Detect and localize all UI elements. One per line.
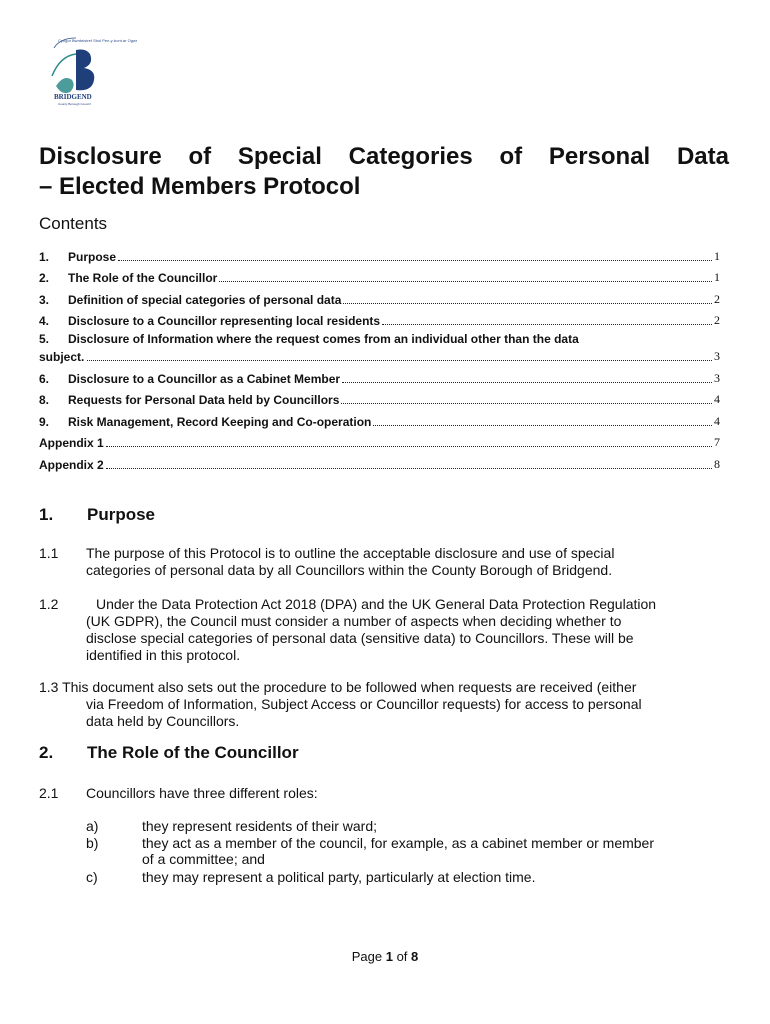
section-number: 1. [39, 505, 54, 524]
section-number: 2. [39, 743, 54, 762]
toc-entry-risk-management[interactable] [39, 407, 720, 429]
paragraph-line: categories of personal data by all Councillors within the County Borough of Bridgend. [86, 562, 613, 578]
toc-leader [373, 424, 712, 426]
toc-page: 3 [714, 349, 720, 363]
section-title: Purpose [87, 505, 156, 524]
bridgend-logo-mark [46, 36, 138, 106]
toc-label: The Role of the Councillor [68, 271, 218, 285]
paragraph-line: identified in this protocol. [86, 647, 241, 663]
toc-label: Risk Management, Record Keeping and Co-operation [68, 414, 372, 429]
toc-number: 6. [39, 371, 50, 386]
toc-entry-appendix-1[interactable] [39, 429, 720, 451]
toc-page: 8 [714, 456, 720, 471]
paragraph-1-2 [39, 596, 729, 666]
toc-leader [118, 259, 712, 261]
toc-leader [342, 381, 712, 383]
logo-wordmark: BRIDGEND [54, 93, 92, 101]
toc-leader [106, 445, 712, 447]
list-text: they act as a member of the council, for example, as a cabinet member or member [142, 835, 655, 851]
paragraph-line: The purpose of this Protocol is to outline the acceptable disclosure and use of special [86, 545, 615, 561]
toc-page: 4 [714, 413, 720, 428]
title-line-1: Disclosure of Special Categories of Personal Data [39, 143, 729, 170]
toc-number: 9. [39, 414, 50, 429]
logo-arc-text: Cyngor Bwrdeistref Sirol Pen-y-bont ar Ogwr [58, 38, 138, 43]
toc-page: 7 [714, 435, 720, 449]
list-item [86, 818, 726, 836]
paragraph-1-3 [39, 679, 729, 733]
toc-label: Definition of special categories of personal data [68, 292, 342, 307]
paragraph-line: disclose special categories of personal data (sensitive data) to Councillors. These will be [86, 630, 634, 646]
paragraph-number: 1.1 [39, 545, 59, 561]
toc-entry-appendix-2[interactable] [39, 450, 720, 472]
toc-label: Appendix 2 [39, 457, 104, 472]
paragraph-1-1 [39, 545, 729, 581]
paragraph-number: 2.1 [39, 785, 59, 801]
list-label: b) [86, 835, 99, 851]
toc-label: Appendix 1 [39, 436, 104, 450]
toc-leader [219, 280, 712, 282]
list-item [86, 835, 726, 869]
toc-label: Disclosure of Information where the request comes from an individual other than the data [68, 332, 579, 346]
paragraph-line: via Freedom of Information, Subject Access or Councillor requests) for access to personal [86, 696, 642, 712]
title-line-2: – Elected Members Protocol [39, 173, 361, 200]
section-title: The Role of the Councillor [87, 743, 299, 762]
section-heading-role [39, 743, 299, 763]
list-label: a) [86, 818, 99, 834]
toc-leader [87, 359, 712, 361]
logo-subtext: County Borough Council [58, 102, 91, 106]
toc-number: 8. [39, 393, 50, 407]
footer-current-page: 1 [385, 949, 393, 964]
toc-page: 2 [714, 291, 720, 306]
footer-page-word: Page [351, 949, 383, 964]
toc-entry-cabinet-member[interactable] [39, 364, 720, 386]
paragraph-number: 1.2 [39, 596, 59, 612]
toc-number: 4. [39, 314, 50, 328]
toc-page: 1 [714, 248, 720, 263]
toc-page: 2 [714, 313, 720, 327]
list-text-continued: of a committee; and [142, 851, 265, 867]
toc-entry-requests[interactable] [39, 386, 720, 408]
toc-leader [341, 402, 712, 404]
toc-page: 1 [714, 270, 720, 284]
list-text: they may represent a political party, particularly at election time. [142, 869, 536, 885]
table-of-contents [39, 242, 720, 472]
footer-total-pages: 8 [411, 949, 419, 964]
toc-number: 1. [39, 249, 50, 264]
toc-label: Requests for Personal Data held by Councillors [68, 393, 340, 407]
section-heading-purpose [39, 505, 155, 525]
toc-leader [343, 302, 712, 304]
contents-heading: Contents [39, 214, 108, 233]
document-title [39, 142, 729, 202]
toc-entry-purpose[interactable] [39, 242, 720, 264]
toc-leader [382, 323, 712, 325]
toc-leader [106, 467, 712, 469]
toc-label: Disclosure to a Councillor representing local residents [68, 314, 381, 328]
paragraph-line: data held by Councillors. [86, 713, 240, 729]
toc-label: Purpose [68, 249, 117, 264]
toc-number: 2. [39, 271, 50, 285]
toc-page: 3 [714, 370, 720, 385]
toc-page: 4 [714, 392, 720, 406]
toc-number: 5. [39, 332, 50, 346]
toc-entry-other-individual[interactable] [39, 328, 720, 364]
toc-label: Disclosure to a Councillor as a Cabinet Member [68, 371, 341, 386]
toc-label-continued: subject. [39, 350, 85, 364]
list-item [86, 869, 726, 887]
page-footer [0, 949, 770, 964]
toc-entry-role[interactable] [39, 264, 720, 286]
paragraph-line: Under the Data Protection Act 2018 (DPA) and the UK General Data Protection Regulation [96, 596, 657, 612]
list-label: c) [86, 869, 98, 885]
list-text: they represent residents of their ward; [142, 818, 378, 834]
paragraph-line: 1.3 This document also sets out the procedure to be followed when requests are received (either [39, 679, 637, 695]
toc-entry-local-residents[interactable] [39, 307, 720, 329]
toc-entry-definition[interactable] [39, 285, 720, 307]
toc-number: 3. [39, 292, 50, 307]
paragraph-2-1 [39, 785, 729, 803]
footer-of-word: of [396, 949, 408, 964]
paragraph-line: Councillors have three different roles: [86, 785, 318, 801]
paragraph-line: (UK GDPR), the Council must consider a number of aspects when deciding whether to [86, 613, 622, 629]
bridgend-logo [46, 36, 138, 106]
